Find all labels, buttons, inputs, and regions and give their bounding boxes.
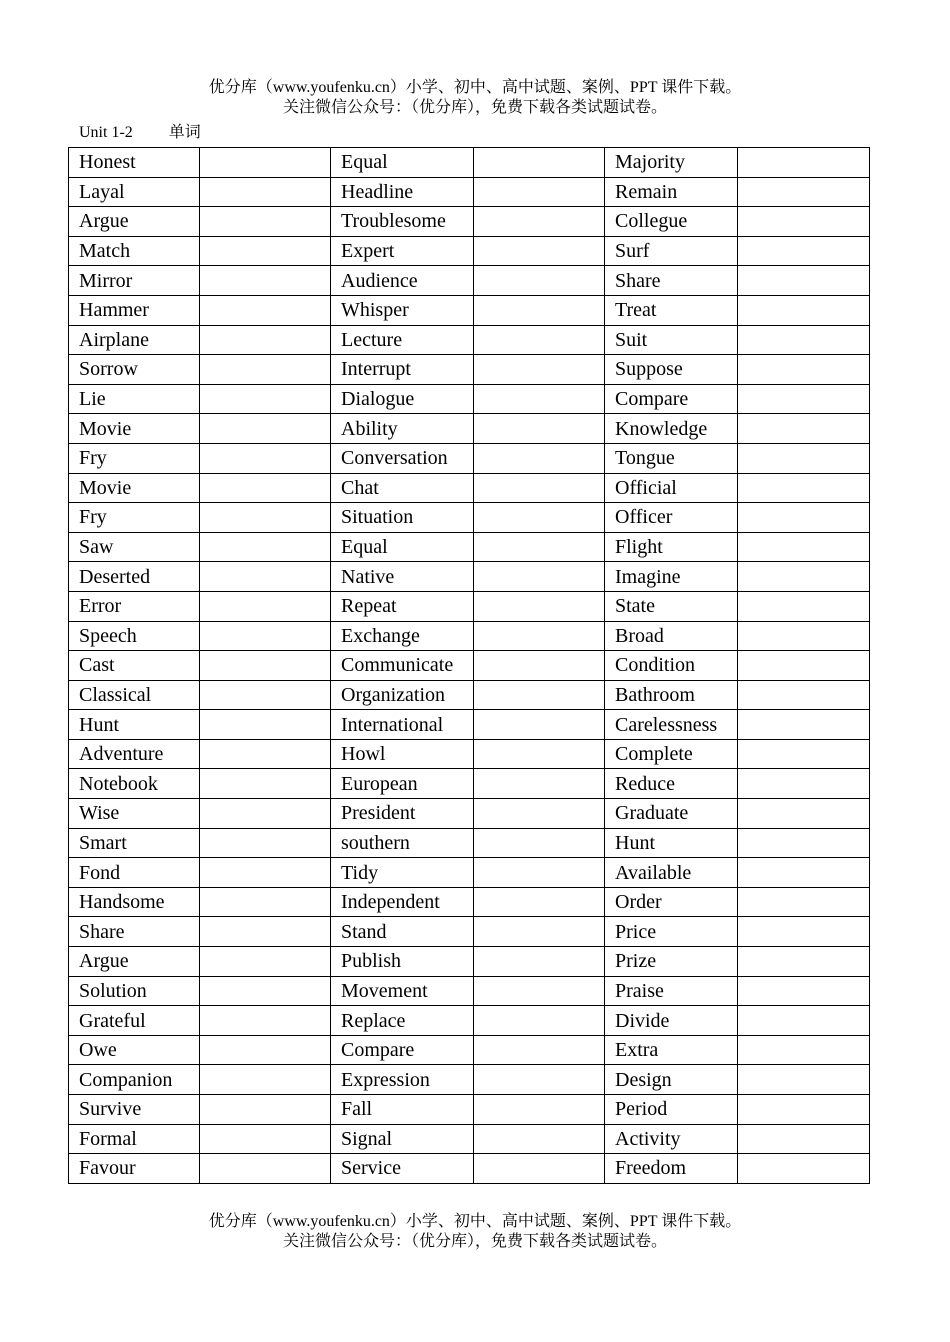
vocab-word: Fry [69,443,200,473]
answer-blank [738,1006,870,1036]
answer-blank [738,562,870,592]
vocab-word: Remain [605,177,738,207]
table-row [69,177,870,207]
answer-blank [200,414,331,444]
answer-blank [200,325,331,355]
vocab-word: Match [69,236,200,266]
vocab-word: President [331,799,474,829]
vocab-word: Classical [69,680,200,710]
vocab-word: Formal [69,1124,200,1154]
table-row [69,295,870,325]
answer-blank [474,917,605,947]
answer-blank [738,680,870,710]
vocab-word: Speech [69,621,200,651]
answer-blank [474,207,605,237]
vocab-word: Graduate [605,799,738,829]
answer-blank [200,858,331,888]
vocabulary-table [68,147,870,1184]
vocab-word: Knowledge [605,414,738,444]
answer-blank [474,651,605,681]
table-row [69,266,870,296]
vocab-word: Official [605,473,738,503]
answer-blank [738,799,870,829]
vocab-word: Native [331,562,474,592]
answer-blank [200,680,331,710]
vocab-word: Freedom [605,1154,738,1184]
vocab-word: Headline [331,177,474,207]
answer-blank [474,1095,605,1125]
table-row [69,207,870,237]
answer-blank [200,1035,331,1065]
table-row [69,503,870,533]
vocab-word: Tongue [605,443,738,473]
answer-blank [474,947,605,977]
answer-blank [200,828,331,858]
vocab-word: Howl [331,739,474,769]
vocab-word: Hammer [69,295,200,325]
header-line-1: 优分库（www.youfenku.cn）小学、初中、高中试题、案例、PPT 课件下载。 [208,79,742,96]
table-row [69,443,870,473]
vocab-word: Whisper [331,295,474,325]
answer-blank [200,1095,331,1125]
vocab-word: Bathroom [605,680,738,710]
answer-blank [474,414,605,444]
vocab-word: Stand [331,917,474,947]
vocab-word: Situation [331,503,474,533]
vocab-word: Extra [605,1035,738,1065]
answer-blank [474,680,605,710]
vocab-word: Majority [605,148,738,178]
table-row [69,976,870,1006]
table-row [69,591,870,621]
table-row [69,651,870,681]
answer-blank [200,295,331,325]
answer-blank [738,325,870,355]
answer-blank [200,1124,331,1154]
vocab-word: Movie [69,414,200,444]
vocab-word: Collegue [605,207,738,237]
answer-blank [738,917,870,947]
answer-blank [200,443,331,473]
vocab-word: Argue [69,947,200,977]
answer-blank [200,355,331,385]
header-line-2: 关注微信公众号：（优分库），免费下载各类试题试卷。 [282,99,667,116]
answer-blank [474,1065,605,1095]
answer-blank [474,621,605,651]
answer-blank [200,591,331,621]
vocab-word: Deserted [69,562,200,592]
table-row [69,148,870,178]
vocab-word: Adventure [69,739,200,769]
answer-blank [738,1154,870,1184]
vocab-word: Companion [69,1065,200,1095]
vocab-word: Reduce [605,769,738,799]
vocab-word: Share [69,917,200,947]
vocab-word: Ability [331,414,474,444]
vocab-word: State [605,591,738,621]
answer-blank [474,739,605,769]
answer-blank [474,976,605,1006]
answer-blank [200,473,331,503]
vocab-word: Organization [331,680,474,710]
table-row [69,799,870,829]
vocab-word: Surf [605,236,738,266]
vocab-word: Handsome [69,887,200,917]
vocab-word: Expert [331,236,474,266]
table-row [69,680,870,710]
answer-blank [200,710,331,740]
answer-blank [474,325,605,355]
vocab-word: Signal [331,1124,474,1154]
answer-blank [738,384,870,414]
vocab-word: Hunt [605,828,738,858]
vocab-word: Treat [605,295,738,325]
vocab-word: Hunt [69,710,200,740]
vocab-word: Argue [69,207,200,237]
table-row [69,473,870,503]
answer-blank [738,1035,870,1065]
answer-blank [738,532,870,562]
vocab-word: southern [331,828,474,858]
vocab-word: Complete [605,739,738,769]
answer-blank [474,710,605,740]
vocab-word: Mirror [69,266,200,296]
table-row [69,562,870,592]
vocab-word: Honest [69,148,200,178]
page-header [0,78,950,118]
vocab-word: Service [331,1154,474,1184]
answer-blank [738,443,870,473]
vocab-word: Smart [69,828,200,858]
answer-blank [738,1124,870,1154]
answer-blank [474,887,605,917]
vocab-word: Design [605,1065,738,1095]
table-row [69,710,870,740]
answer-blank [738,295,870,325]
answer-blank [738,207,870,237]
answer-blank [738,1095,870,1125]
answer-blank [738,503,870,533]
table-row [69,1154,870,1184]
vocab-word: Survive [69,1095,200,1125]
answer-blank [200,1065,331,1095]
vocab-word: Activity [605,1124,738,1154]
vocab-word: Carelessness [605,710,738,740]
answer-blank [200,887,331,917]
answer-blank [474,532,605,562]
answer-blank [200,917,331,947]
answer-blank [474,355,605,385]
vocab-word: Airplane [69,325,200,355]
answer-blank [474,828,605,858]
vocab-word: Broad [605,621,738,651]
table-row [69,739,870,769]
vocab-word: Lie [69,384,200,414]
answer-blank [738,473,870,503]
vocab-word: Dialogue [331,384,474,414]
answer-blank [474,1154,605,1184]
vocab-word: Fond [69,858,200,888]
answer-blank [738,858,870,888]
answer-blank [200,177,331,207]
vocab-word: Replace [331,1006,474,1036]
table-row [69,325,870,355]
answer-blank [200,799,331,829]
section-title [79,123,201,143]
vocab-word: Layal [69,177,200,207]
answer-blank [738,739,870,769]
vocab-word: Error [69,591,200,621]
answer-blank [738,828,870,858]
section-label: 单词 [168,124,201,141]
vocab-word: Fry [69,503,200,533]
answer-blank [474,443,605,473]
answer-blank [200,266,331,296]
answer-blank [738,1065,870,1095]
answer-blank [474,858,605,888]
vocab-word: Movement [331,976,474,1006]
vocab-word: Condition [605,651,738,681]
vocab-word: Interrupt [331,355,474,385]
vocab-word: Grateful [69,1006,200,1036]
table-row [69,858,870,888]
vocab-word: Divide [605,1006,738,1036]
answer-blank [200,236,331,266]
table-row [69,1095,870,1125]
vocab-word: Exchange [331,621,474,651]
answer-blank [474,1006,605,1036]
table-row [69,828,870,858]
page-footer [0,1212,950,1252]
vocab-word: Movie [69,473,200,503]
answer-blank [738,947,870,977]
table-row [69,917,870,947]
vocab-word: Publish [331,947,474,977]
vocab-word: Cast [69,651,200,681]
answer-blank [200,947,331,977]
table-row [69,621,870,651]
answer-blank [200,976,331,1006]
vocab-word: European [331,769,474,799]
vocab-word: Officer [605,503,738,533]
answer-blank [200,562,331,592]
footer-line-1: 优分库（www.youfenku.cn）小学、初中、高中试题、案例、PPT 课件下载。 [208,1213,742,1230]
answer-blank [200,769,331,799]
table-row [69,236,870,266]
answer-blank [474,236,605,266]
answer-blank [474,473,605,503]
vocab-word: Saw [69,532,200,562]
vocab-word: Period [605,1095,738,1125]
vocab-word: Order [605,887,738,917]
vocabulary-table-body [69,148,870,1184]
vocab-word: Troublesome [331,207,474,237]
answer-blank [200,1006,331,1036]
vocab-word: Wise [69,799,200,829]
table-row [69,1035,870,1065]
vocab-word: Compare [605,384,738,414]
vocab-word: Sorrow [69,355,200,385]
table-row [69,414,870,444]
vocab-word: International [331,710,474,740]
table-row [69,384,870,414]
vocab-word: Audience [331,266,474,296]
answer-blank [738,621,870,651]
vocab-word: Notebook [69,769,200,799]
answer-blank [200,621,331,651]
vocab-word: Prize [605,947,738,977]
vocab-word: Solution [69,976,200,1006]
answer-blank [474,562,605,592]
answer-blank [738,651,870,681]
footer-line-2: 关注微信公众号：（优分库），免费下载各类试题试卷。 [282,1233,667,1250]
answer-blank [200,503,331,533]
answer-blank [200,1154,331,1184]
vocab-word: Chat [331,473,474,503]
answer-blank [738,887,870,917]
answer-blank [474,177,605,207]
vocab-word: Owe [69,1035,200,1065]
vocab-word: Share [605,266,738,296]
answer-blank [738,976,870,1006]
vocab-word: Lecture [331,325,474,355]
answer-blank [474,1124,605,1154]
answer-blank [200,148,331,178]
vocab-word: Imagine [605,562,738,592]
answer-blank [200,384,331,414]
table-row [69,1065,870,1095]
table-row [69,355,870,385]
vocab-word: Compare [331,1035,474,1065]
answer-blank [738,591,870,621]
answer-blank [474,295,605,325]
table-row [69,1124,870,1154]
answer-blank [738,148,870,178]
vocab-word: Price [605,917,738,947]
answer-blank [738,236,870,266]
vocab-word: Available [605,858,738,888]
answer-blank [474,266,605,296]
answer-blank [474,769,605,799]
vocab-word: Favour [69,1154,200,1184]
vocab-word: Equal [331,532,474,562]
answer-blank [200,651,331,681]
answer-blank [474,384,605,414]
vocab-word: Independent [331,887,474,917]
answer-blank [738,177,870,207]
answer-blank [474,799,605,829]
answer-blank [474,1035,605,1065]
answer-blank [738,414,870,444]
vocab-word: Praise [605,976,738,1006]
answer-blank [474,148,605,178]
table-row [69,532,870,562]
unit-label: Unit 1-2 [79,124,133,141]
vocab-word: Equal [331,148,474,178]
answer-blank [738,355,870,385]
vocab-word: Suit [605,325,738,355]
answer-blank [474,503,605,533]
table-row [69,769,870,799]
vocab-word: Tidy [331,858,474,888]
vocab-word: Expression [331,1065,474,1095]
vocab-word: Fall [331,1095,474,1125]
answer-blank [200,739,331,769]
answer-blank [200,532,331,562]
answer-blank [738,769,870,799]
vocab-word: Communicate [331,651,474,681]
vocab-word: Repeat [331,591,474,621]
table-row [69,887,870,917]
answer-blank [738,710,870,740]
table-row [69,947,870,977]
table-row [69,1006,870,1036]
answer-blank [738,266,870,296]
answer-blank [474,591,605,621]
answer-blank [200,207,331,237]
vocab-word: Flight [605,532,738,562]
vocab-word: Conversation [331,443,474,473]
vocab-word: Suppose [605,355,738,385]
